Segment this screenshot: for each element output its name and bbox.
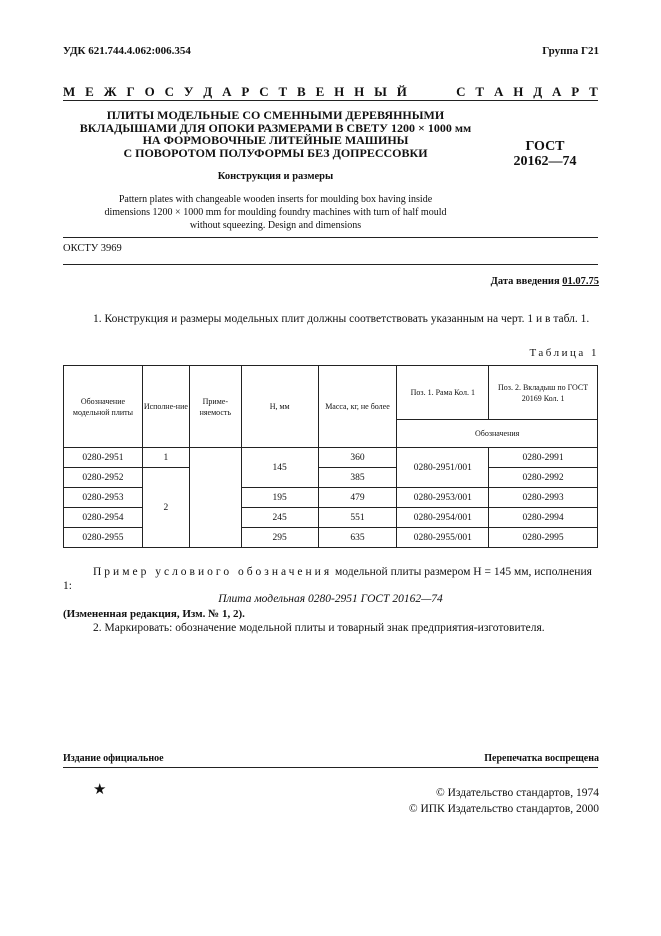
cell-pos1: 0280-2953/001 [397, 488, 489, 508]
amendment-note: (Измененная редакция, Изм. № 1, 2). [63, 608, 245, 620]
banner-letter [430, 84, 433, 100]
header-applicability: Приме-няемость [189, 366, 241, 448]
example-designation [63, 565, 598, 593]
banner-letter: Н [354, 84, 365, 99]
introduction-date [491, 276, 599, 287]
cell-pos2: 0280-2994 [489, 508, 598, 528]
udk-code: УДК 621.744.4.062:006.354 [63, 45, 191, 57]
banner-letter: Е [85, 84, 94, 99]
example-lead: Пример условиого обозначения [93, 566, 333, 578]
cell-mass: 479 [318, 488, 397, 508]
banner-letter: Е [315, 84, 325, 99]
copyright-1974: © Издательство стандартов, 1974 [435, 787, 599, 799]
banner-letter: Т [589, 84, 598, 99]
header-version: Исполне-ние [142, 366, 189, 448]
header-pos1: Поз. 1. Рама Кол. 1 [397, 366, 489, 420]
banner-letter [443, 84, 446, 100]
document-subtitle: Конструкция и размеры [217, 171, 334, 182]
gost-label: ГОСТ [525, 139, 565, 154]
document-title: ПЛИТЫ МОДЕЛЬНЫЕ СО СМЕННЫМИ ДЕРЕВЯННЫМИ ВКЛАДЫШАМИ ДЛЯ ОПОКИ РАЗМЕРАМИ В СВЕТУ 1200 × 1000 мм НА ФОРМОВОЧНЫЕ ЛИТЕЙНЫЕ МАШИНЫ С ПОВОРОТОМ ПОЛУФОРМЫ БЕЗ ДОПРЕССОВКИ [79, 108, 472, 160]
cell-designation: 0280-2955 [64, 528, 143, 548]
cell-designation: 0280-2953 [64, 488, 143, 508]
banner-letter: С [164, 84, 174, 99]
banner-letter: Н [334, 84, 345, 99]
cell-mass: 360 [318, 448, 397, 468]
plita-example: Плита модельная 0280-2951 ГОСТ 20162—74 [218, 593, 443, 605]
gost-number [495, 139, 595, 169]
group-code: Группа Г21 [542, 45, 599, 57]
banner-letter: Н [513, 84, 524, 99]
banner-letter: А [493, 84, 504, 99]
title-rule [63, 237, 598, 238]
banner-letter: С [456, 84, 466, 99]
cell-mass: 385 [318, 468, 397, 488]
paragraph-1: 1. Конструкция и размеры модельных плит должны соответствовать указанным на черт. 1 и в табл. 1. [93, 313, 590, 325]
banner-letter: О [144, 84, 155, 99]
table-caption: Таблица 1 [529, 347, 599, 359]
header-designation: Обозначение модельной плиты [64, 366, 143, 448]
cell-h: 295 [241, 528, 318, 548]
banner-letter: М [63, 84, 76, 99]
header-h: H, мм [241, 366, 318, 448]
cell-pos2: 0280-2993 [489, 488, 598, 508]
cell-pos2: 0280-2991 [489, 448, 598, 468]
banner-letter: У [183, 84, 194, 99]
example-rest: модельной плиты размером H = 145 мм, исполнения 1: [63, 566, 592, 592]
official-edition: Издание официальное [63, 753, 164, 764]
cell-h: 195 [241, 488, 318, 508]
banner-letter: С [259, 84, 269, 99]
cell-h: 245 [241, 508, 318, 528]
cell-mass: 551 [318, 508, 397, 528]
header-mass: Масса, кг, не более [318, 366, 397, 448]
cell-pos1: 0280-2955/001 [397, 528, 489, 548]
top-rule [63, 100, 598, 101]
banner-letter: Т [475, 84, 485, 99]
copyright-2000: © ИПК Издательство стандартов, 2000 [408, 803, 599, 815]
okstu-rule [63, 264, 598, 265]
cell-pos1: 0280-2954/001 [397, 508, 489, 528]
cell-h: 145 [241, 448, 318, 488]
banner-letter: А [222, 84, 232, 99]
table-row [64, 448, 598, 468]
mezhgosudarstvenny-standard-banner [63, 84, 598, 100]
cell-version: 1 [142, 448, 189, 468]
star-icon: ★ [93, 782, 107, 798]
cell-applicability [189, 448, 241, 548]
banner-letter: А [552, 84, 562, 99]
table-1 [63, 365, 598, 548]
okstu-code: ОКСТУ 3969 [63, 243, 122, 254]
banner-letter: Й [396, 84, 407, 99]
date-label: Дата введения [490, 276, 560, 287]
cell-pos2: 0280-2992 [489, 468, 598, 488]
header-pos2: Поз. 2. Вкладыш по ГОСТ 20169 Кол. 1 [489, 366, 598, 420]
banner-letter: Д [203, 84, 213, 99]
cell-pos2: 0280-2995 [489, 528, 598, 548]
gost-code: 20162—74 [513, 154, 577, 169]
banner-letter: В [297, 84, 306, 99]
banner-letter [417, 84, 420, 100]
banner-letter: Т [278, 84, 288, 99]
cell-designation: 0280-2951 [64, 448, 143, 468]
english-title: Pattern plates with changeable wooden inserts for moulding box having inside dimensions 1200 × 1000 mm for moulding foundry machines with turn of half mould without squeezing. Design and dimensions [104, 194, 447, 231]
footer-rule [63, 767, 598, 768]
header-oboznacheniya: Обозначения [397, 420, 598, 448]
banner-letter: Ы [374, 84, 387, 99]
reprint-forbidden: Перепечатка воспрещена [484, 753, 599, 764]
cell-pos1: 0280-2951/001 [397, 448, 489, 488]
table-row [64, 468, 598, 488]
cell-mass: 635 [318, 528, 397, 548]
banner-letter: Р [571, 84, 580, 99]
paragraph-2: 2. Маркировать: обозначение модельной плиты и товарный знак предприятия-изготовителя. [93, 622, 545, 634]
banner-letter: Д [533, 84, 543, 99]
banner-letter: Р [241, 84, 250, 99]
cell-designation: 0280-2952 [64, 468, 143, 488]
date-value: 01.07.75 [562, 276, 599, 287]
cell-version: 2 [142, 468, 189, 548]
banner-letter: Г [126, 84, 135, 99]
banner-letter: Ж [103, 84, 117, 99]
cell-designation: 0280-2954 [64, 508, 143, 528]
